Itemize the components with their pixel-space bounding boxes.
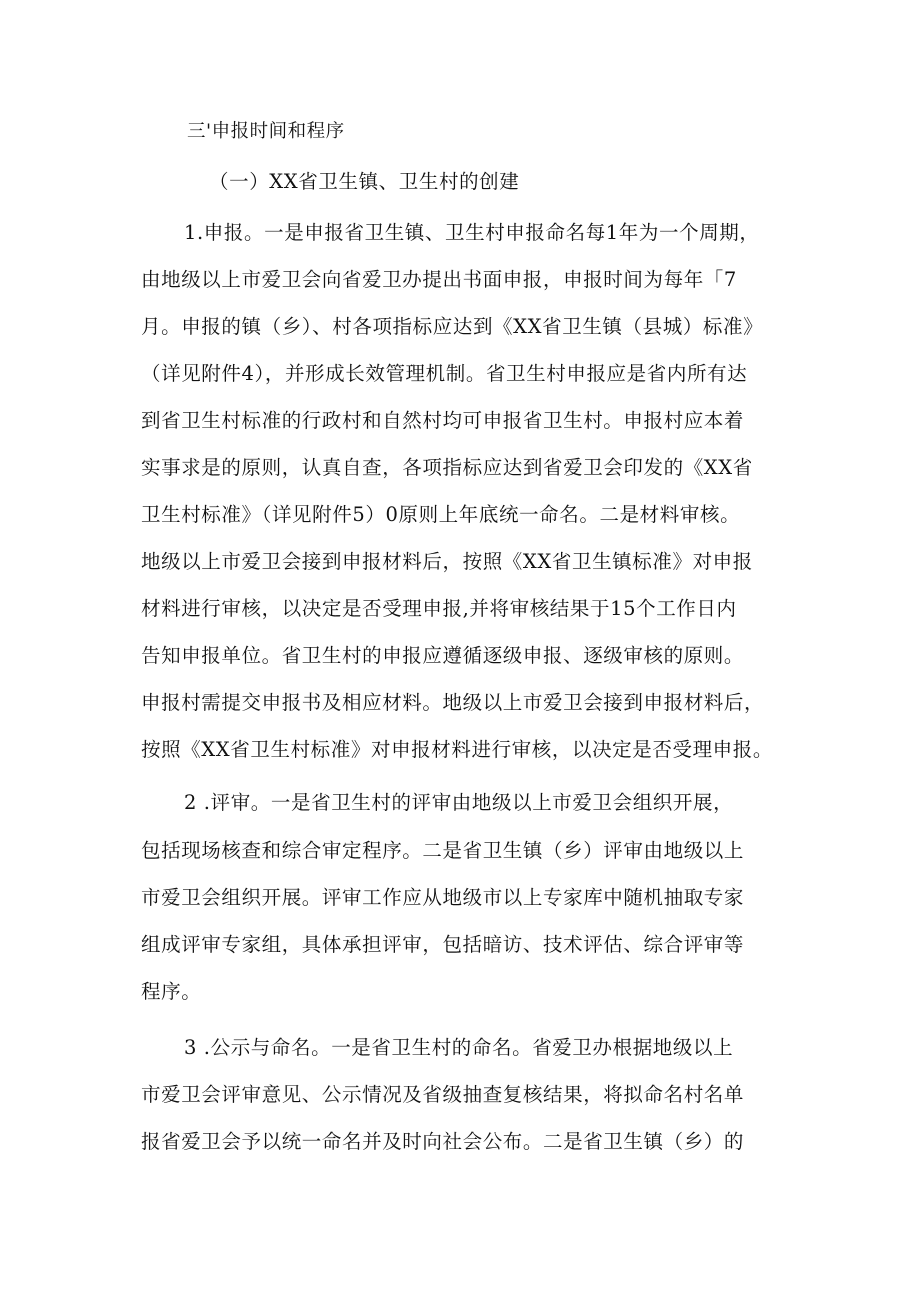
paragraph-line: 2 .评审。一是省卫生村的评审由地级以上市爱卫会组织开展，	[184, 791, 734, 814]
paragraph-line: 实事求是的原则，认真自查，各项指标应达到省爱卫会印发的《XX省	[141, 456, 753, 479]
paragraph-line: 卫生村标准》（详见附件5）0原则上年底统一命名。二是材料审核。	[141, 503, 741, 526]
paragraph-line: 告知申报单位。省卫生村的申报应遵循逐级申报、逐级审核的原则。	[141, 644, 745, 667]
paragraph-line: 市爱卫会组织开展。评审工作应从地级市以上专家库中随机抽取专家	[141, 886, 745, 909]
paragraph-line: 到省卫生村标准的行政村和自然村均可申报省卫生村。申报村应本着	[141, 409, 745, 432]
paragraph-line: 材料进行审核，以决定是否受理申报,并将审核结果于15个工作日内	[141, 597, 737, 620]
subsection-heading: （一）XX省卫生镇、卫生村的创建	[209, 170, 520, 193]
paragraph-line: （详见附件4），并形成长效管理机制。省卫生村申报应是省内所有达	[141, 362, 748, 385]
paragraph-line: 3 .公示与命名。一是省卫生村的命名。省爱卫办根据地级以上	[184, 1036, 734, 1059]
paragraph-line: 申报村需提交申报书及相应材料。地级以上市爱卫会接到申报材料后，	[141, 691, 765, 714]
paragraph-line: 月。申报的镇（乡）、村各项指标应达到《XX省卫生镇（县城）标准》	[141, 315, 764, 338]
paragraph-line: 按照《XX省卫生村标准》对申报材料进行审核，以决定是否受理申报。	[141, 738, 773, 761]
paragraph-line: 由地级以上市爱卫会向省爱卫办提出书面申报，申报时间为每年「7	[141, 268, 737, 291]
paragraph-line: 市爱卫会评审意见、公示情况及省级抽查复核结果，将拟命名村名单	[141, 1083, 745, 1106]
paragraph-line: 包括现场核查和综合审定程序。二是省卫生镇（乡）评审由地级以上	[141, 839, 745, 862]
section-heading: 三'申报时间和程序	[187, 121, 345, 142]
paragraph-line: 报省爱卫会予以统一命名并及时向社会公布。二是省卫生镇（乡）的	[141, 1130, 745, 1153]
paragraph-line: 组成评审专家组，具体承担评审，包括暗访、技术评估、综合评审等	[141, 933, 745, 956]
paragraph-line: 1.申报。一是申报省卫生镇、卫生村申报命名每1年为一个周期，	[184, 221, 760, 244]
paragraph-line: 程序。	[141, 980, 202, 1003]
paragraph-line: 地级以上市爱卫会接到申报材料后，按照《XX省卫生镇标准》对申报	[141, 550, 753, 573]
